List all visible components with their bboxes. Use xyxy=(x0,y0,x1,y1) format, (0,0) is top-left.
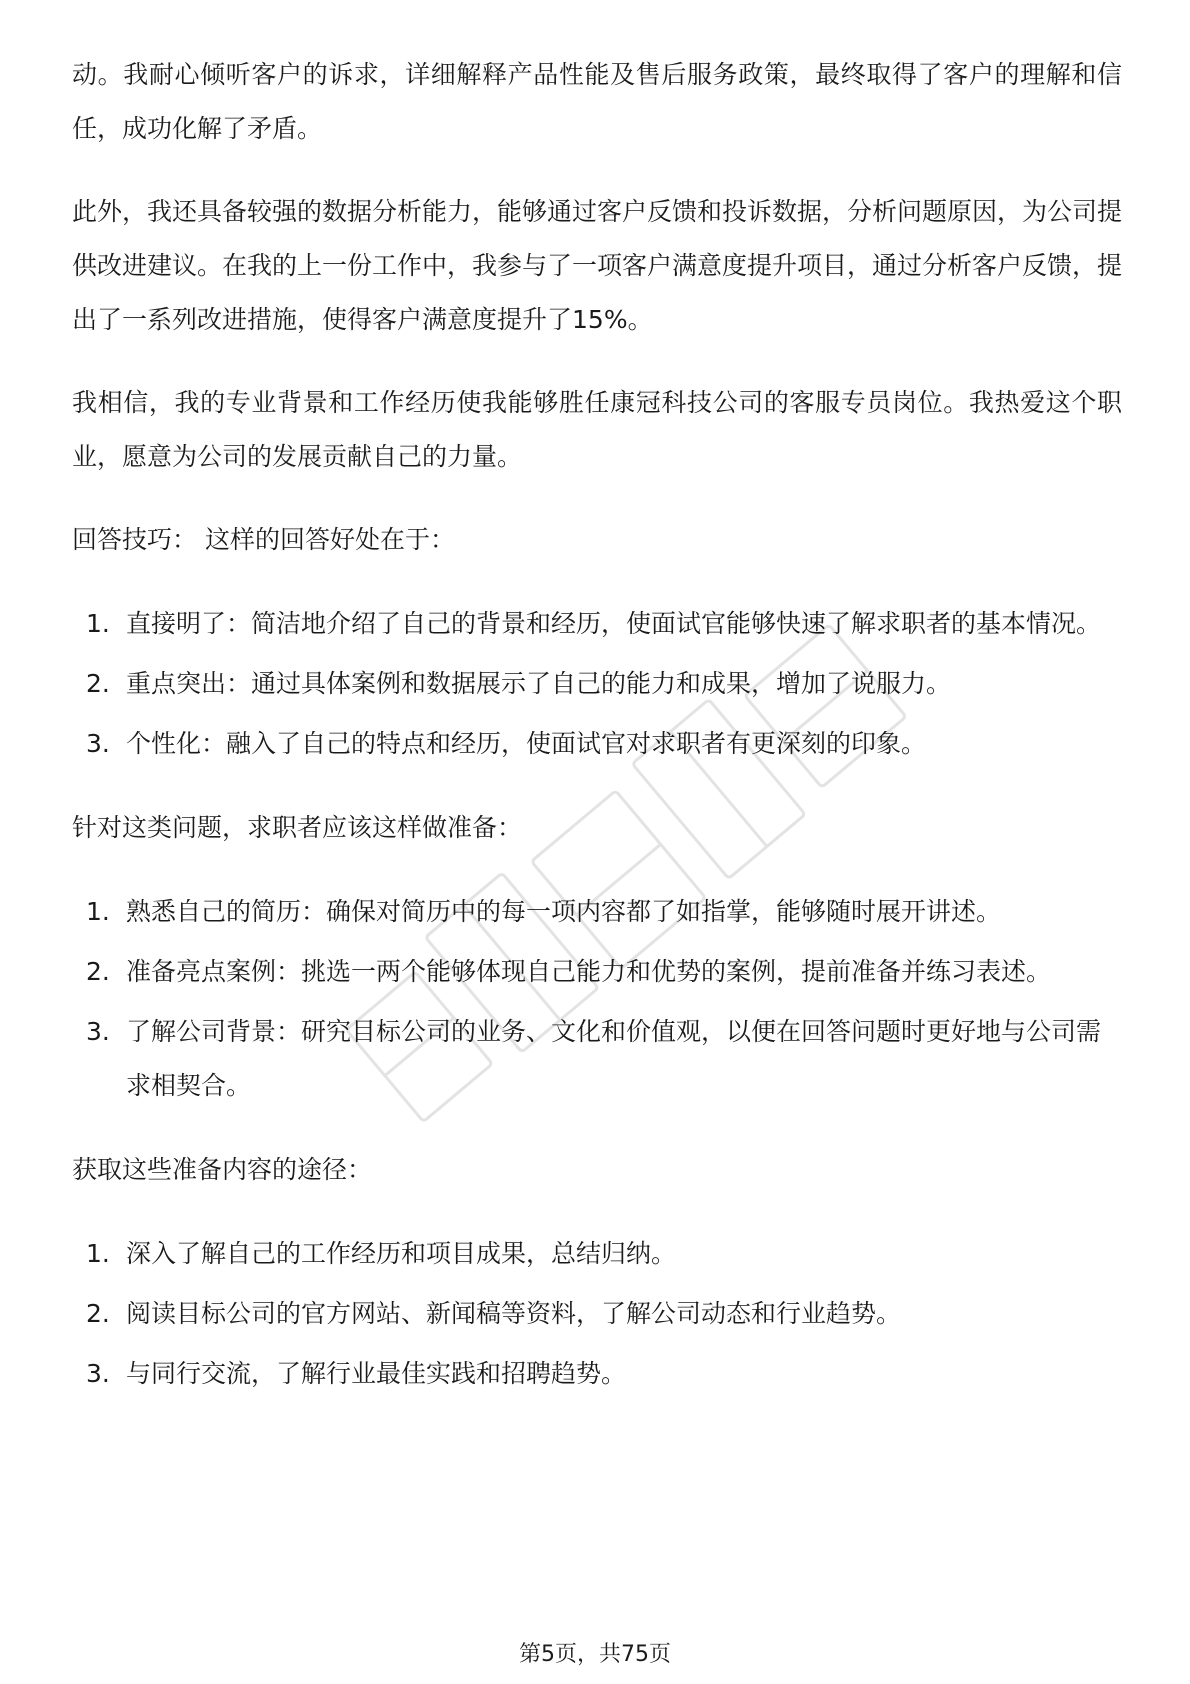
list-item-text: 深入了解自己的工作经历和项目成果，总结归纳。 xyxy=(126,1239,677,1268)
prep-list xyxy=(72,885,1122,1113)
paragraph-3: 我相信，我的专业背景和工作经历使我能够胜任康冠科技公司的客服专员岗位。我热爱这个职业，愿意为公司的发展贡献自己的力量。 xyxy=(72,388,1122,471)
list-item-text: 直接明了：简洁地介绍了自己的背景和经历，使面试官能够快速了解求职者的基本情况。 xyxy=(126,609,1102,638)
list-number: 3. xyxy=(86,1359,110,1388)
list-item xyxy=(72,945,1122,999)
document-body xyxy=(72,48,1122,1431)
list-number: 3. xyxy=(86,1017,110,1046)
list-item xyxy=(72,597,1122,651)
list-number: 1. xyxy=(86,897,110,926)
list-number: 3. xyxy=(86,729,110,758)
list-number: 1. xyxy=(86,1239,110,1268)
list-item xyxy=(72,1287,1122,1341)
tips-list xyxy=(72,597,1122,771)
prep-heading: 针对这类问题，求职者应该这样做准备： xyxy=(72,813,523,842)
list-item xyxy=(72,1005,1122,1113)
list-item xyxy=(72,885,1122,939)
list-item xyxy=(72,717,1122,771)
list-item-text: 熟悉自己的简历：确保对简历中的每一项内容都了如指掌，能够随时展开讲述。 xyxy=(126,897,1002,926)
list-item-text: 个性化：融入了自己的特点和经历，使面试官对求职者有更深刻的印象。 xyxy=(126,729,927,758)
page-number-footer: 第5页，共75页 xyxy=(519,1642,671,1667)
list-number: 2. xyxy=(86,669,110,698)
list-item-text: 了解公司背景：研究目标公司的业务、文化和价值观，以便在回答问题时更好地与公司需求相契合。 xyxy=(126,1017,1102,1100)
list-item xyxy=(72,1347,1122,1401)
list-item-text: 准备亮点案例：挑选一两个能够体现自己能力和优势的案例，提前准备并练习表述。 xyxy=(126,957,1052,986)
list-number: 2. xyxy=(86,1299,110,1328)
list-number: 2. xyxy=(86,957,110,986)
sources-heading: 获取这些准备内容的途径： xyxy=(72,1155,373,1184)
sources-list xyxy=(72,1227,1122,1401)
list-item-text: 重点突出：通过具体案例和数据展示了自己的能力和成果，增加了说服力。 xyxy=(126,669,952,698)
paragraph-2: 此外，我还具备较强的数据分析能力，能够通过客户反馈和投诉数据，分析问题原因，为公司提供改进建议。在我的上一份工作中，我参与了一项客户满意度提升项目，通过分析客户反馈，提出了一系列改进措施，使得客户满意度提升了15%。 xyxy=(72,197,1123,334)
tips-heading: 回答技巧： 这样的回答好处在于： xyxy=(72,525,455,554)
list-item xyxy=(72,657,1122,711)
list-number: 1. xyxy=(86,609,110,638)
paragraph-1: 动。我耐心倾听客户的诉求，详细解释产品性能及售后服务政策，最终取得了客户的理解和信任，成功化解了矛盾。 xyxy=(72,60,1122,143)
list-item xyxy=(72,1227,1122,1281)
list-item-text: 阅读目标公司的官方网站、新闻稿等资料，了解公司动态和行业趋势。 xyxy=(126,1299,902,1328)
list-item-text: 与同行交流，了解行业最佳实践和招聘趋势。 xyxy=(126,1359,627,1388)
